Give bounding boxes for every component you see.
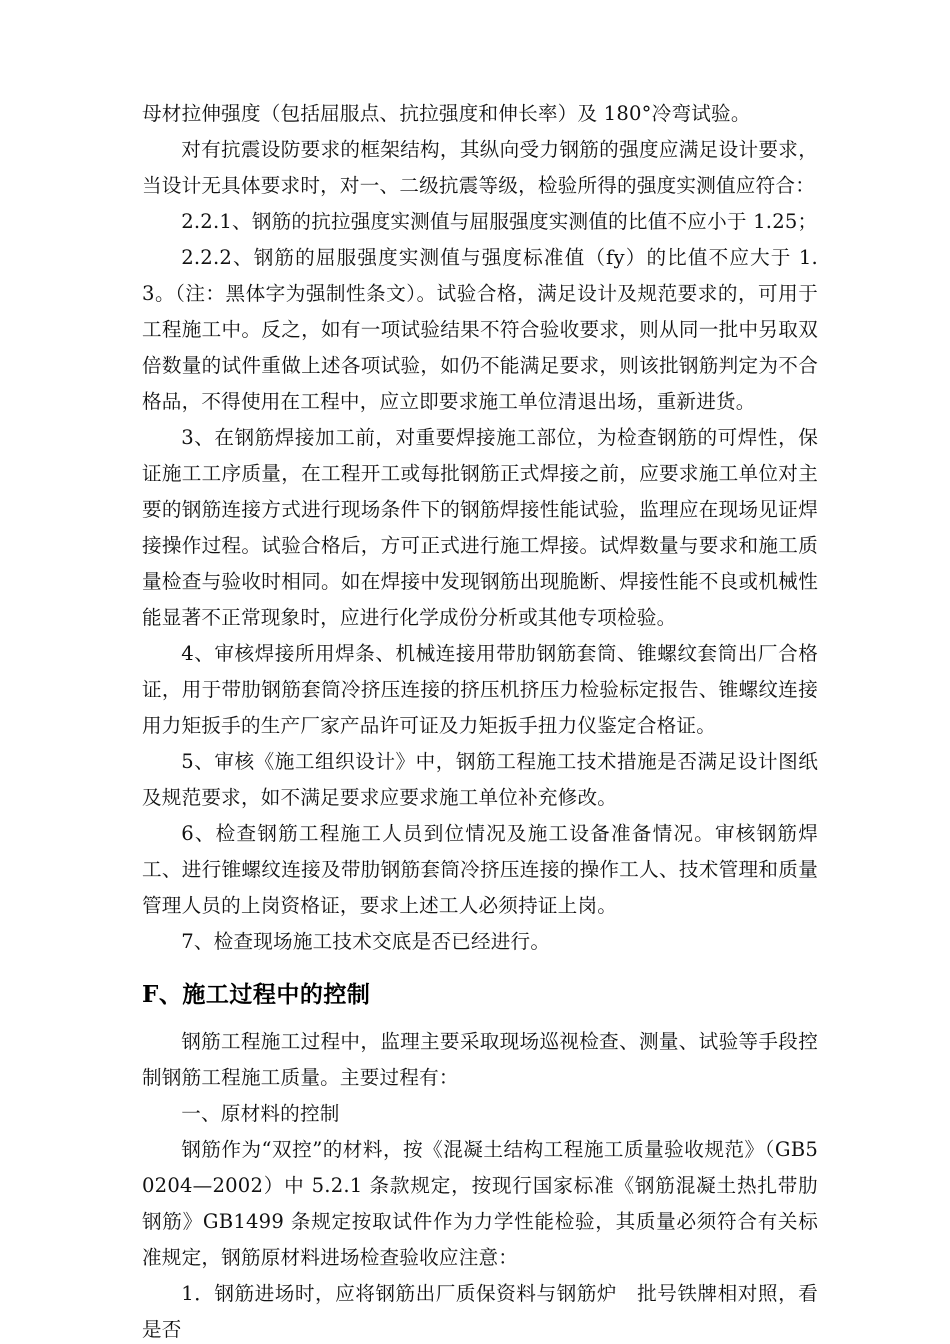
section-heading-f: F、施工过程中的控制 <box>142 981 371 1008</box>
paragraph-clause-2-2-2: 2.2.2、钢筋的屈服强度实测值与强度标准值（fy）的比值不应大于 1.3。（注：黑体字为强制性条文）。试验合格，满足设计及规范要求的，可用于工程施工中。反之，如有一项试验结果不符合验收要求，则从同一批中另取双倍数量的试件重做上述各项试验，如仍不能满足要求，则该批钢筋判定为不合格品，不得使用在工程中，应立即要求施工单位清退出场，重新进货。 <box>142 246 818 413</box>
paragraph-item-1-steel-arrival-check: 1．钢筋进场时，应将钢筋出厂质保资料与钢筋炉 批号铁牌相对照，看是否 <box>142 1282 818 1341</box>
paragraph-item-5-construction-design-review: 5、审核《施工组织设计》中，钢筋工程施工技术措施是否满足设计图纸及规范要求，如不满足要求应要求施工单位补充修改。 <box>142 750 818 809</box>
paragraph-double-control-standards: 钢筋作为“双控”的材料，按《混凝土结构工程施工质量验收规范》（GB50204—2002）中 5.2.1 条款规定，按现行国家标准《钢筋混凝土热扎带肋钢筋》GB1499 条规定按取试件作为力学性能检验，其质量必须符合有关标准规定，钢筋原材料进场检查验收应注意： <box>142 1138 818 1269</box>
paragraph-seismic-frame-structure: 对有抗震设防要求的框架结构，其纵向受力钢筋的强度应满足设计要求，当设计无具体要求时，对一、二级抗震等级，检验所得的强度实测值应符合： <box>142 138 818 197</box>
paragraph-item-7-technical-disclosure: 7、检查现场施工技术交底是否已经进行。 <box>181 930 551 953</box>
paragraph-subsection-one-raw-material: 一、原材料的控制 <box>181 1102 340 1125</box>
paragraph-item-6-personnel-equipment-check: 6、检查钢筋工程施工人员到位情况及施工设备准备情况。审核钢筋焊工、进行锥螺纹连接及带肋钢筋套筒冷挤压连接的操作工人、技术管理和质量管理人员的上岗资格证，要求上述工人必须持证上岗。 <box>142 822 818 917</box>
paragraph-base-metal-tensile: 母材拉伸强度（包括屈服点、抗拉强度和伸长率）及 180°冷弯试验。 <box>142 102 751 125</box>
paragraph-item-3-welding-pre-check: 3、在钢筋焊接加工前，对重要焊接施工部位，为检查钢筋的可焊性，保证施工工序质量，在工程开工或每批钢筋正式焊接之前，应要求施工单位对主要的钢筋连接方式进行现场条件下的钢筋焊接性能试验，监理应在现场见证焊接操作过程。试验合格后，方可正式进行施工焊接。试焊数量与要求和施工质量检查与验收时相同。如在焊接中发现钢筋出现脆断、焊接性能不良或机械性能显著不正常现象时，应进行化学成份分析或其他专项检验。 <box>142 426 818 629</box>
paragraph-item-4-certificates-review: 4、审核焊接所用焊条、机械连接用带肋钢筋套筒、锥螺纹套筒出厂合格证，用于带肋钢筋套筒冷挤压连接的挤压机挤压力检验标定报告、锥螺纹连接用力矩扳手的生产厂家产品许可证及力矩扳手扭力仪鉴定合格证。 <box>142 642 818 737</box>
paragraph-clause-2-2-1: 2.2.1、钢筋的抗拉强度实测值与屈服强度实测值的比值不应小于 1.25； <box>181 210 818 233</box>
page-content-column <box>142 96 818 1344</box>
paragraph-process-control-intro: 钢筋工程施工过程中，监理主要采取现场巡视检查、测量、试验等手段控制钢筋工程施工质量。主要过程有： <box>142 1030 818 1089</box>
